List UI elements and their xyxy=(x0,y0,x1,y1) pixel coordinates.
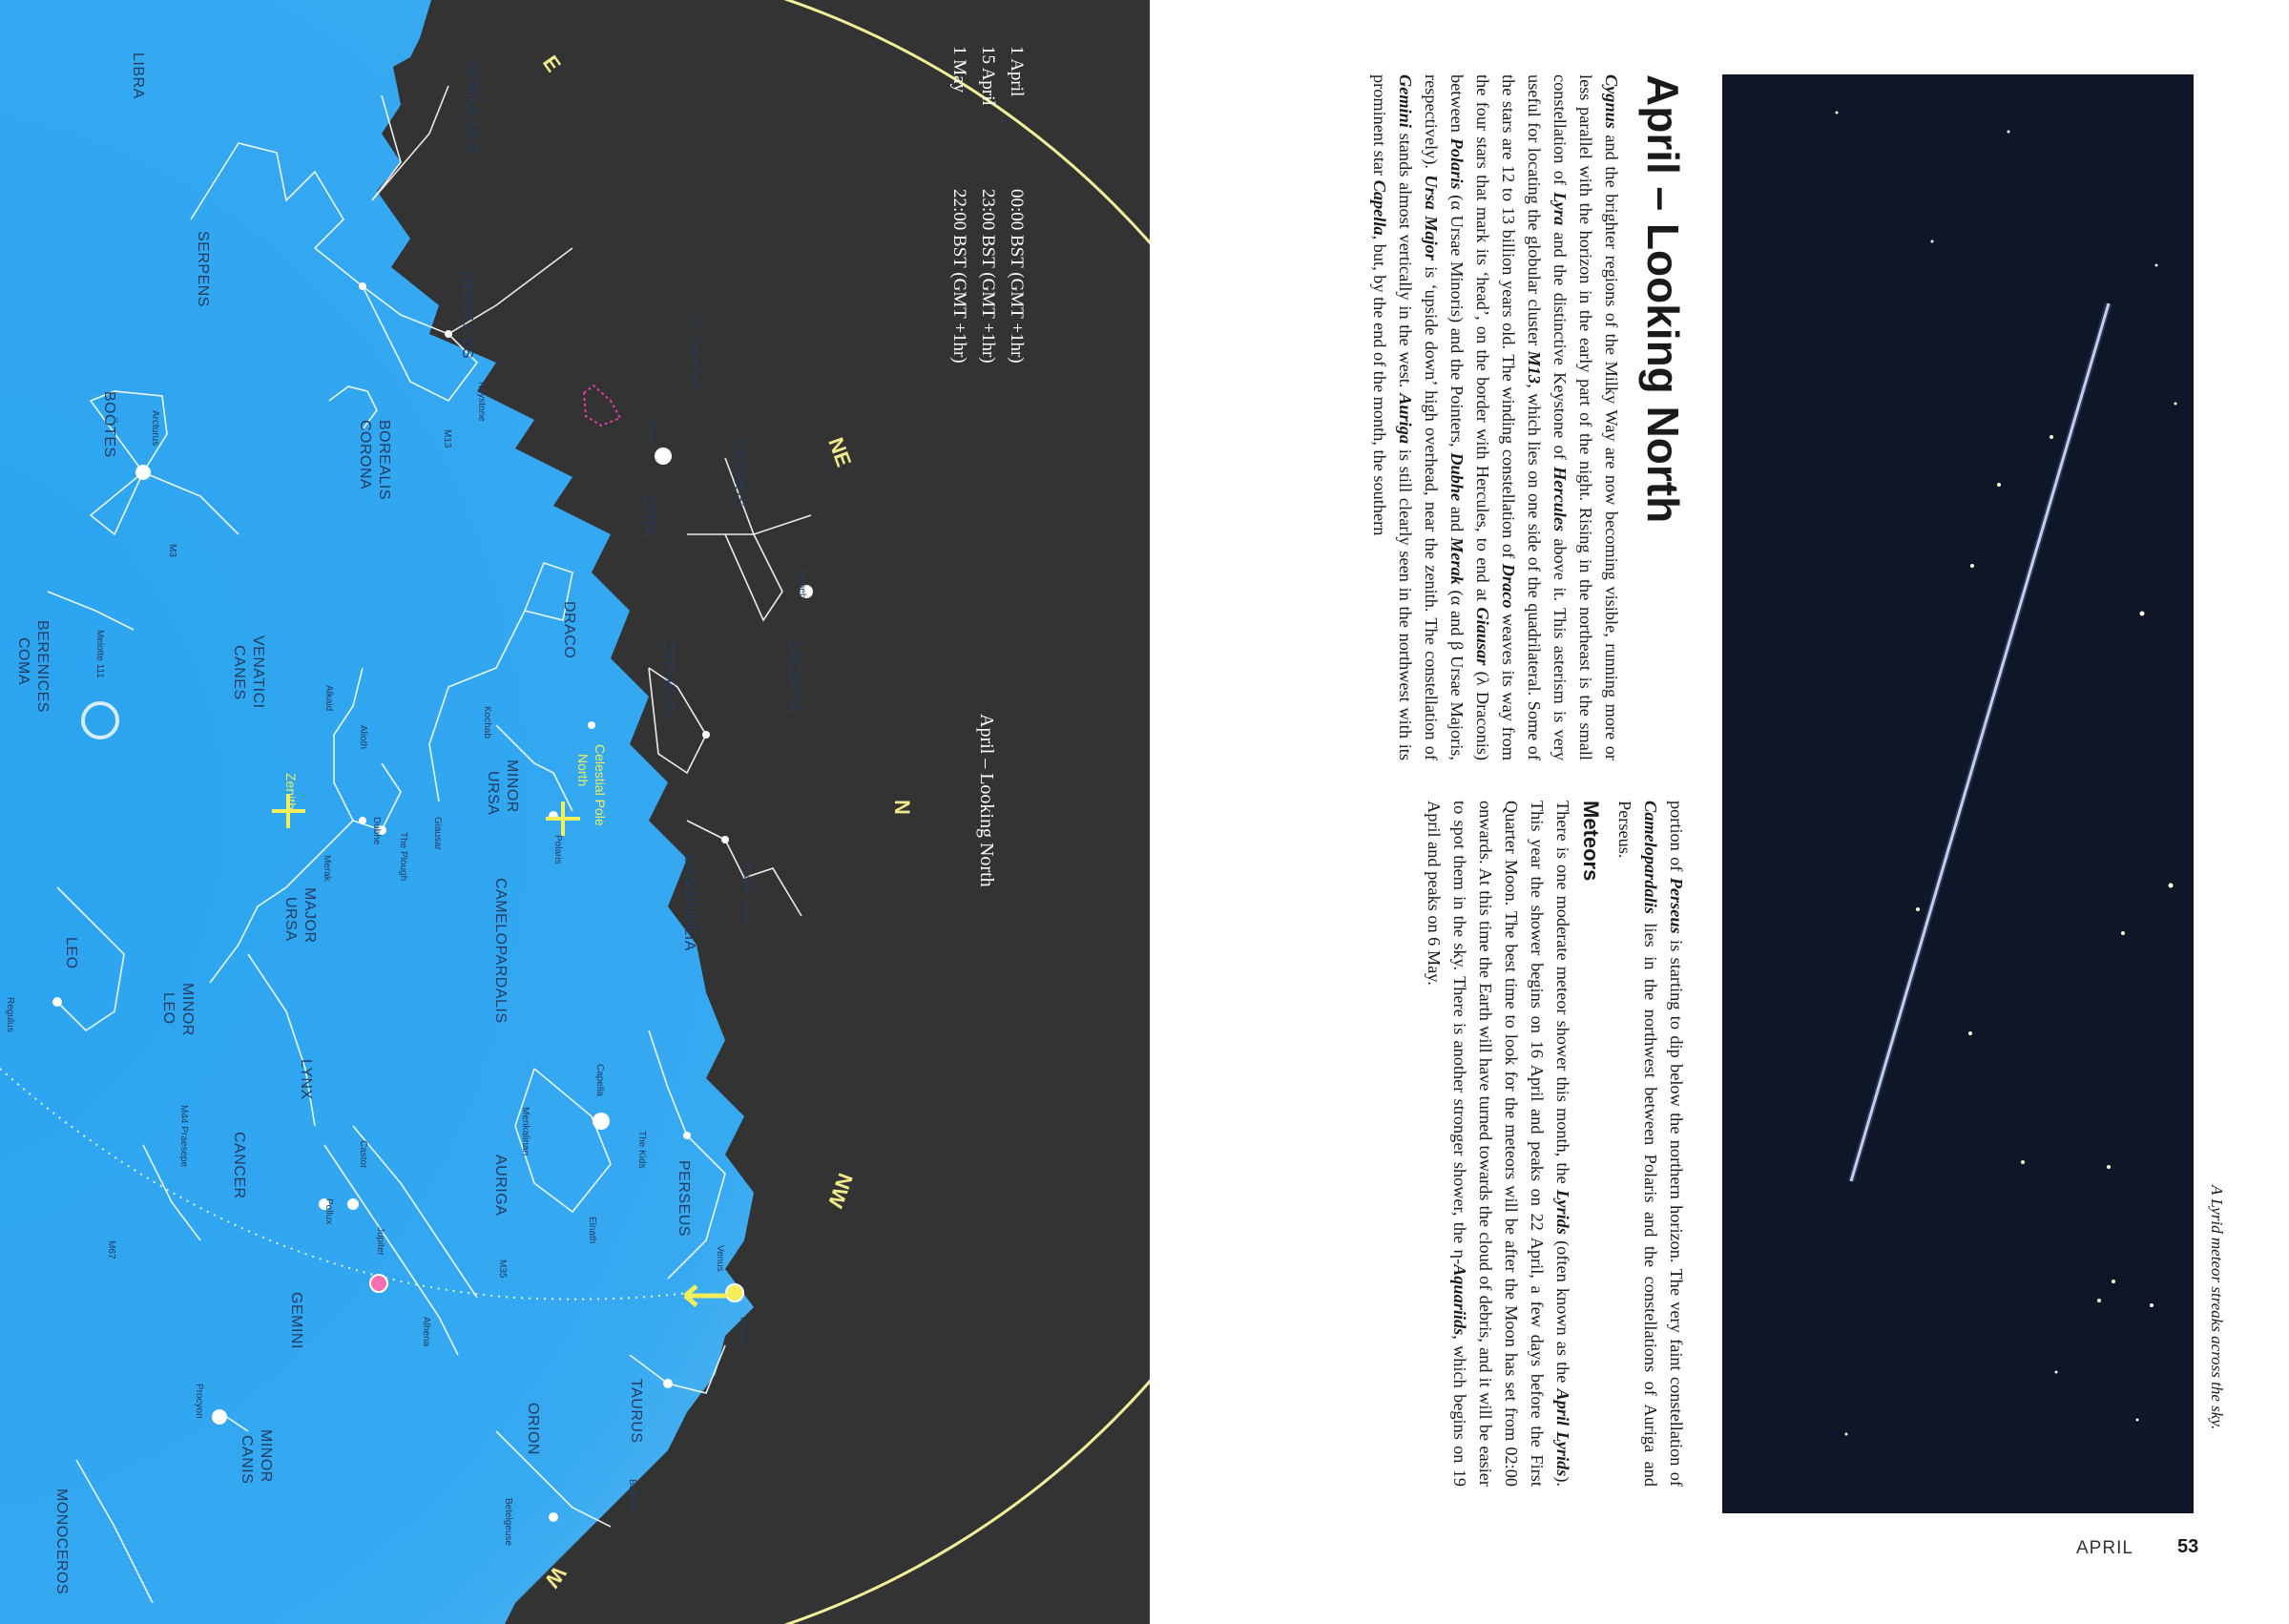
time-row xyxy=(945,46,973,364)
label-taurus: TAURUS xyxy=(628,1379,644,1444)
label-ursa-major-1: URSA xyxy=(282,897,299,942)
label-cancer: CANCER xyxy=(231,1132,247,1199)
star-pollux: Pollux xyxy=(323,1198,334,1225)
text-run: stands almost vertically in the west. xyxy=(1396,127,1415,394)
label-ursa-minor-2: MINOR xyxy=(504,760,520,813)
label-canis-minor-2: MINOR xyxy=(258,1429,274,1483)
text-run: , which begins on 19 April and peaks on 6 May. xyxy=(1425,801,1469,1487)
dir-e: E xyxy=(537,51,566,76)
dir-nw: NW xyxy=(822,1170,858,1212)
label-canes-1: CANES xyxy=(231,645,247,700)
label-canes-2: VENATICI xyxy=(250,635,266,709)
label-monoceros: MONOCEROS xyxy=(53,1489,70,1595)
label-draco: DRACO xyxy=(561,601,577,659)
star-castor: Castor xyxy=(358,1140,368,1169)
text-run: is ‘upside down’ high overhead, near the zenith. The constellation of xyxy=(1422,260,1441,761)
star-polaris: Polaris xyxy=(552,835,563,864)
time-value: 00:00 BST (GMT +1hr) xyxy=(1007,189,1027,364)
star-kochab: Kochab xyxy=(482,706,492,739)
emphasized-term: Hercules xyxy=(1550,467,1570,532)
text-run: is starting to dip below the northern horizon. The very faint constellation of xyxy=(1667,933,1686,1487)
label-bootes: BOÖTES xyxy=(101,391,117,458)
article-title: April – Looking North xyxy=(1638,74,1688,524)
emphasized-term: Giausar xyxy=(1473,607,1492,666)
emphasized-term: M13 xyxy=(1525,350,1544,385)
star-melotte: Melotte 111 xyxy=(94,630,105,678)
meteors-heading: Meteors xyxy=(1579,801,1603,882)
dir-w: W xyxy=(539,1562,572,1593)
label-cepheus: CEPHEUS xyxy=(660,639,676,717)
label-leo-minor-1: LEO xyxy=(160,992,177,1025)
star-dubhe: Dubhe xyxy=(371,817,382,845)
text-run: and xyxy=(1447,501,1467,538)
meteor-photo xyxy=(1722,74,2194,1513)
article-paragraph-1 xyxy=(1366,74,1624,760)
text-run: and the brighter regions of the Milky Way are now becoming visible, running more or less parallel with the horizon in the early part of the night. Rising in the northeast is the small constellation of xyxy=(1550,74,1621,760)
observation-times xyxy=(945,46,1030,364)
text-run: portion of xyxy=(1667,801,1686,878)
emphasized-term: Merak xyxy=(1447,537,1467,585)
star-m57: M57 Ring Nebula xyxy=(691,315,701,389)
dir-n: N xyxy=(890,800,914,815)
star-deneb: Deneb xyxy=(797,571,807,599)
star-procyon: Procyon xyxy=(194,1384,204,1419)
star-double-cluster: Double Cluster xyxy=(741,864,752,927)
label-lacerta: LACERTA xyxy=(786,641,802,714)
emphasized-term: Gemini xyxy=(1396,74,1415,128)
star-arcturus: Arcturus xyxy=(150,410,160,447)
article-paragraph-2 xyxy=(1421,801,1575,1487)
label-ursa-minor-1: URSA xyxy=(485,771,501,816)
emphasized-term: Camelopardalis xyxy=(1641,801,1660,914)
star-elnath: Elnath xyxy=(587,1217,597,1244)
text-run: is still clearly seen in the northwest with its prominent star xyxy=(1370,74,1415,760)
label-gemini: GEMINI xyxy=(288,1292,304,1349)
label-leo-minor-2: MINOR xyxy=(179,983,196,1036)
label-ophiuchus: OPHIUCHUS xyxy=(464,59,480,156)
label-corona-1: CORONA xyxy=(357,420,373,490)
star-m67: M67 xyxy=(106,1240,116,1260)
text-run: (α Ursae Minoris) and the Pointers, xyxy=(1447,189,1467,453)
emphasized-term: Perseus xyxy=(1667,877,1686,934)
emphasized-term: Auriga xyxy=(1396,393,1415,445)
label-cassiopeia: CASSIOPEIA xyxy=(681,854,697,951)
venus-marker xyxy=(726,1284,743,1301)
emphasized-term: Lyra xyxy=(1550,192,1570,226)
pole-label-1: North xyxy=(575,754,591,787)
star-alhena: Alhena xyxy=(421,1317,431,1347)
star-vega: Vega xyxy=(646,420,656,442)
emphasized-term: Lyrids xyxy=(1553,1189,1572,1235)
chart-caption: April – Looking North xyxy=(976,714,997,887)
emphasized-term: Polaris xyxy=(1447,137,1467,190)
time-row xyxy=(1002,46,1030,364)
time-date: 1 April xyxy=(1007,46,1027,97)
photo-caption: A Lyrid meteor streaks across the sky. xyxy=(2208,1185,2226,1430)
article xyxy=(1240,74,1689,1525)
emphasized-term: Cygnus xyxy=(1602,74,1621,129)
star-jupiter: Jupiter xyxy=(375,1227,385,1257)
label-hercules: HERCULES xyxy=(459,272,475,360)
star-plough: The Plough xyxy=(398,832,408,882)
time-value: 23:00 BST (GMT +1hr) xyxy=(978,189,998,364)
star-alkaid: Alkaid xyxy=(323,685,334,712)
label-coma-1: COMA xyxy=(15,637,31,685)
star-betelgeuse: Betelgeuse xyxy=(503,1498,513,1547)
star-alioth: Alioth xyxy=(358,725,368,750)
text-run: lies in the northwest between Polaris and the constellations of Auriga and Perseus. xyxy=(1615,801,1660,1487)
label-camelopardalis: CAMELOPARDALIS xyxy=(492,878,509,1024)
star-m13: M13 xyxy=(442,429,452,448)
emphasized-term: Draco xyxy=(1499,563,1518,609)
article-columns xyxy=(1366,74,1689,1525)
jupiter-marker xyxy=(370,1275,387,1292)
time-date: 15 April xyxy=(978,46,998,106)
star-regulus: Regulus xyxy=(5,997,15,1032)
text-run: There is one moderate meteor shower this month, the xyxy=(1553,801,1572,1190)
article-column-1 xyxy=(1366,74,1689,760)
label-orion: ORION xyxy=(525,1403,541,1455)
time-row xyxy=(973,46,1002,364)
text-run: above it. This asterism is very useful for locating the globular cluster xyxy=(1525,74,1570,760)
label-coma-2: BERENICES xyxy=(34,620,51,713)
label-auriga: AURIGA xyxy=(492,1155,509,1217)
label-serpens: SERPENS xyxy=(195,231,211,307)
label-lynx: LYNX xyxy=(298,1059,314,1100)
star-kids: The Kids xyxy=(636,1131,647,1169)
label-canis-minor-1: CANIS xyxy=(239,1435,255,1485)
text-run: (often known as the xyxy=(1553,1234,1572,1389)
emphasized-term: Dubhe xyxy=(1447,452,1467,502)
text-run: and the distinctive Keystone of xyxy=(1550,225,1570,468)
running-head: APRIL xyxy=(2076,1538,2133,1558)
emphasized-term: April Lyrids xyxy=(1553,1388,1572,1477)
time-date: 1 May xyxy=(949,46,969,94)
emphasized-term: Aquariids xyxy=(1450,1264,1469,1336)
text-run: (λ Draconis) between xyxy=(1447,74,1492,760)
star-menkalinan: Menkalinan xyxy=(520,1107,531,1156)
dir-ne: NE xyxy=(823,434,857,470)
star-venus: Venus xyxy=(715,1245,725,1272)
time-value: 22:00 BST (GMT +1hr) xyxy=(949,189,969,364)
star-keystone: Keystone xyxy=(476,382,487,422)
label-ursa-major-2: MAJOR xyxy=(302,887,318,944)
star-m3: M3 xyxy=(167,544,177,557)
article-column-2 xyxy=(1366,801,1689,1487)
meteor-image xyxy=(1722,74,2194,1513)
text-run: , which lies on one side of the quadrilateral. Some of the stars are 12 to 13 billion years old. The winding constellation of xyxy=(1499,74,1544,760)
label-leo: LEO xyxy=(63,937,79,969)
star-m35: M35 xyxy=(497,1260,508,1279)
star-merak: Merak xyxy=(322,855,332,882)
zenith-label: Zenith xyxy=(283,773,299,810)
text-run: , but, by the end of the month, the southern xyxy=(1370,235,1389,536)
text-run: weaves its way from the four stars that mark its ‘head’, on the border with Hercules, to end at xyxy=(1473,74,1518,760)
label-libra: LIBRA xyxy=(130,52,146,99)
star-bellatrix: Bellatrix xyxy=(627,1479,637,1513)
star-m44: M44 Praesepe xyxy=(178,1105,189,1168)
page-number: 53 xyxy=(2177,1536,2199,1557)
emphasized-term: Ursa Major xyxy=(1422,175,1441,260)
text-run: (α and β Ursae Majoris, respectively). xyxy=(1422,74,1467,760)
pole-label-2: Celestial Pole xyxy=(593,744,608,826)
star-giausar: Giausar xyxy=(432,817,443,851)
label-cygnus: CYGNUS xyxy=(731,439,747,508)
label-perseus: PERSEUS xyxy=(676,1160,692,1237)
star-capella: Capella xyxy=(594,1064,605,1096)
text-run: ). This year the shower begins on 16 April and peaks on 22 April, a few days before the First Quarter Moon. The best time to look for the meteors will be after the Moon has set from 02:00 onwards. At this time the Earth will have turned towards the cloud of debris, and it will be easier to spot them in the sky. There is another stronger shower, the η- xyxy=(1450,801,1572,1487)
label-corona-2: BOREALIS xyxy=(376,420,392,501)
emphasized-term: Capella xyxy=(1370,179,1389,236)
label-lyra: LYRA xyxy=(641,496,657,537)
article-paragraph-1-continued xyxy=(1612,801,1689,1487)
star-hyades: Hyades xyxy=(738,1317,748,1349)
